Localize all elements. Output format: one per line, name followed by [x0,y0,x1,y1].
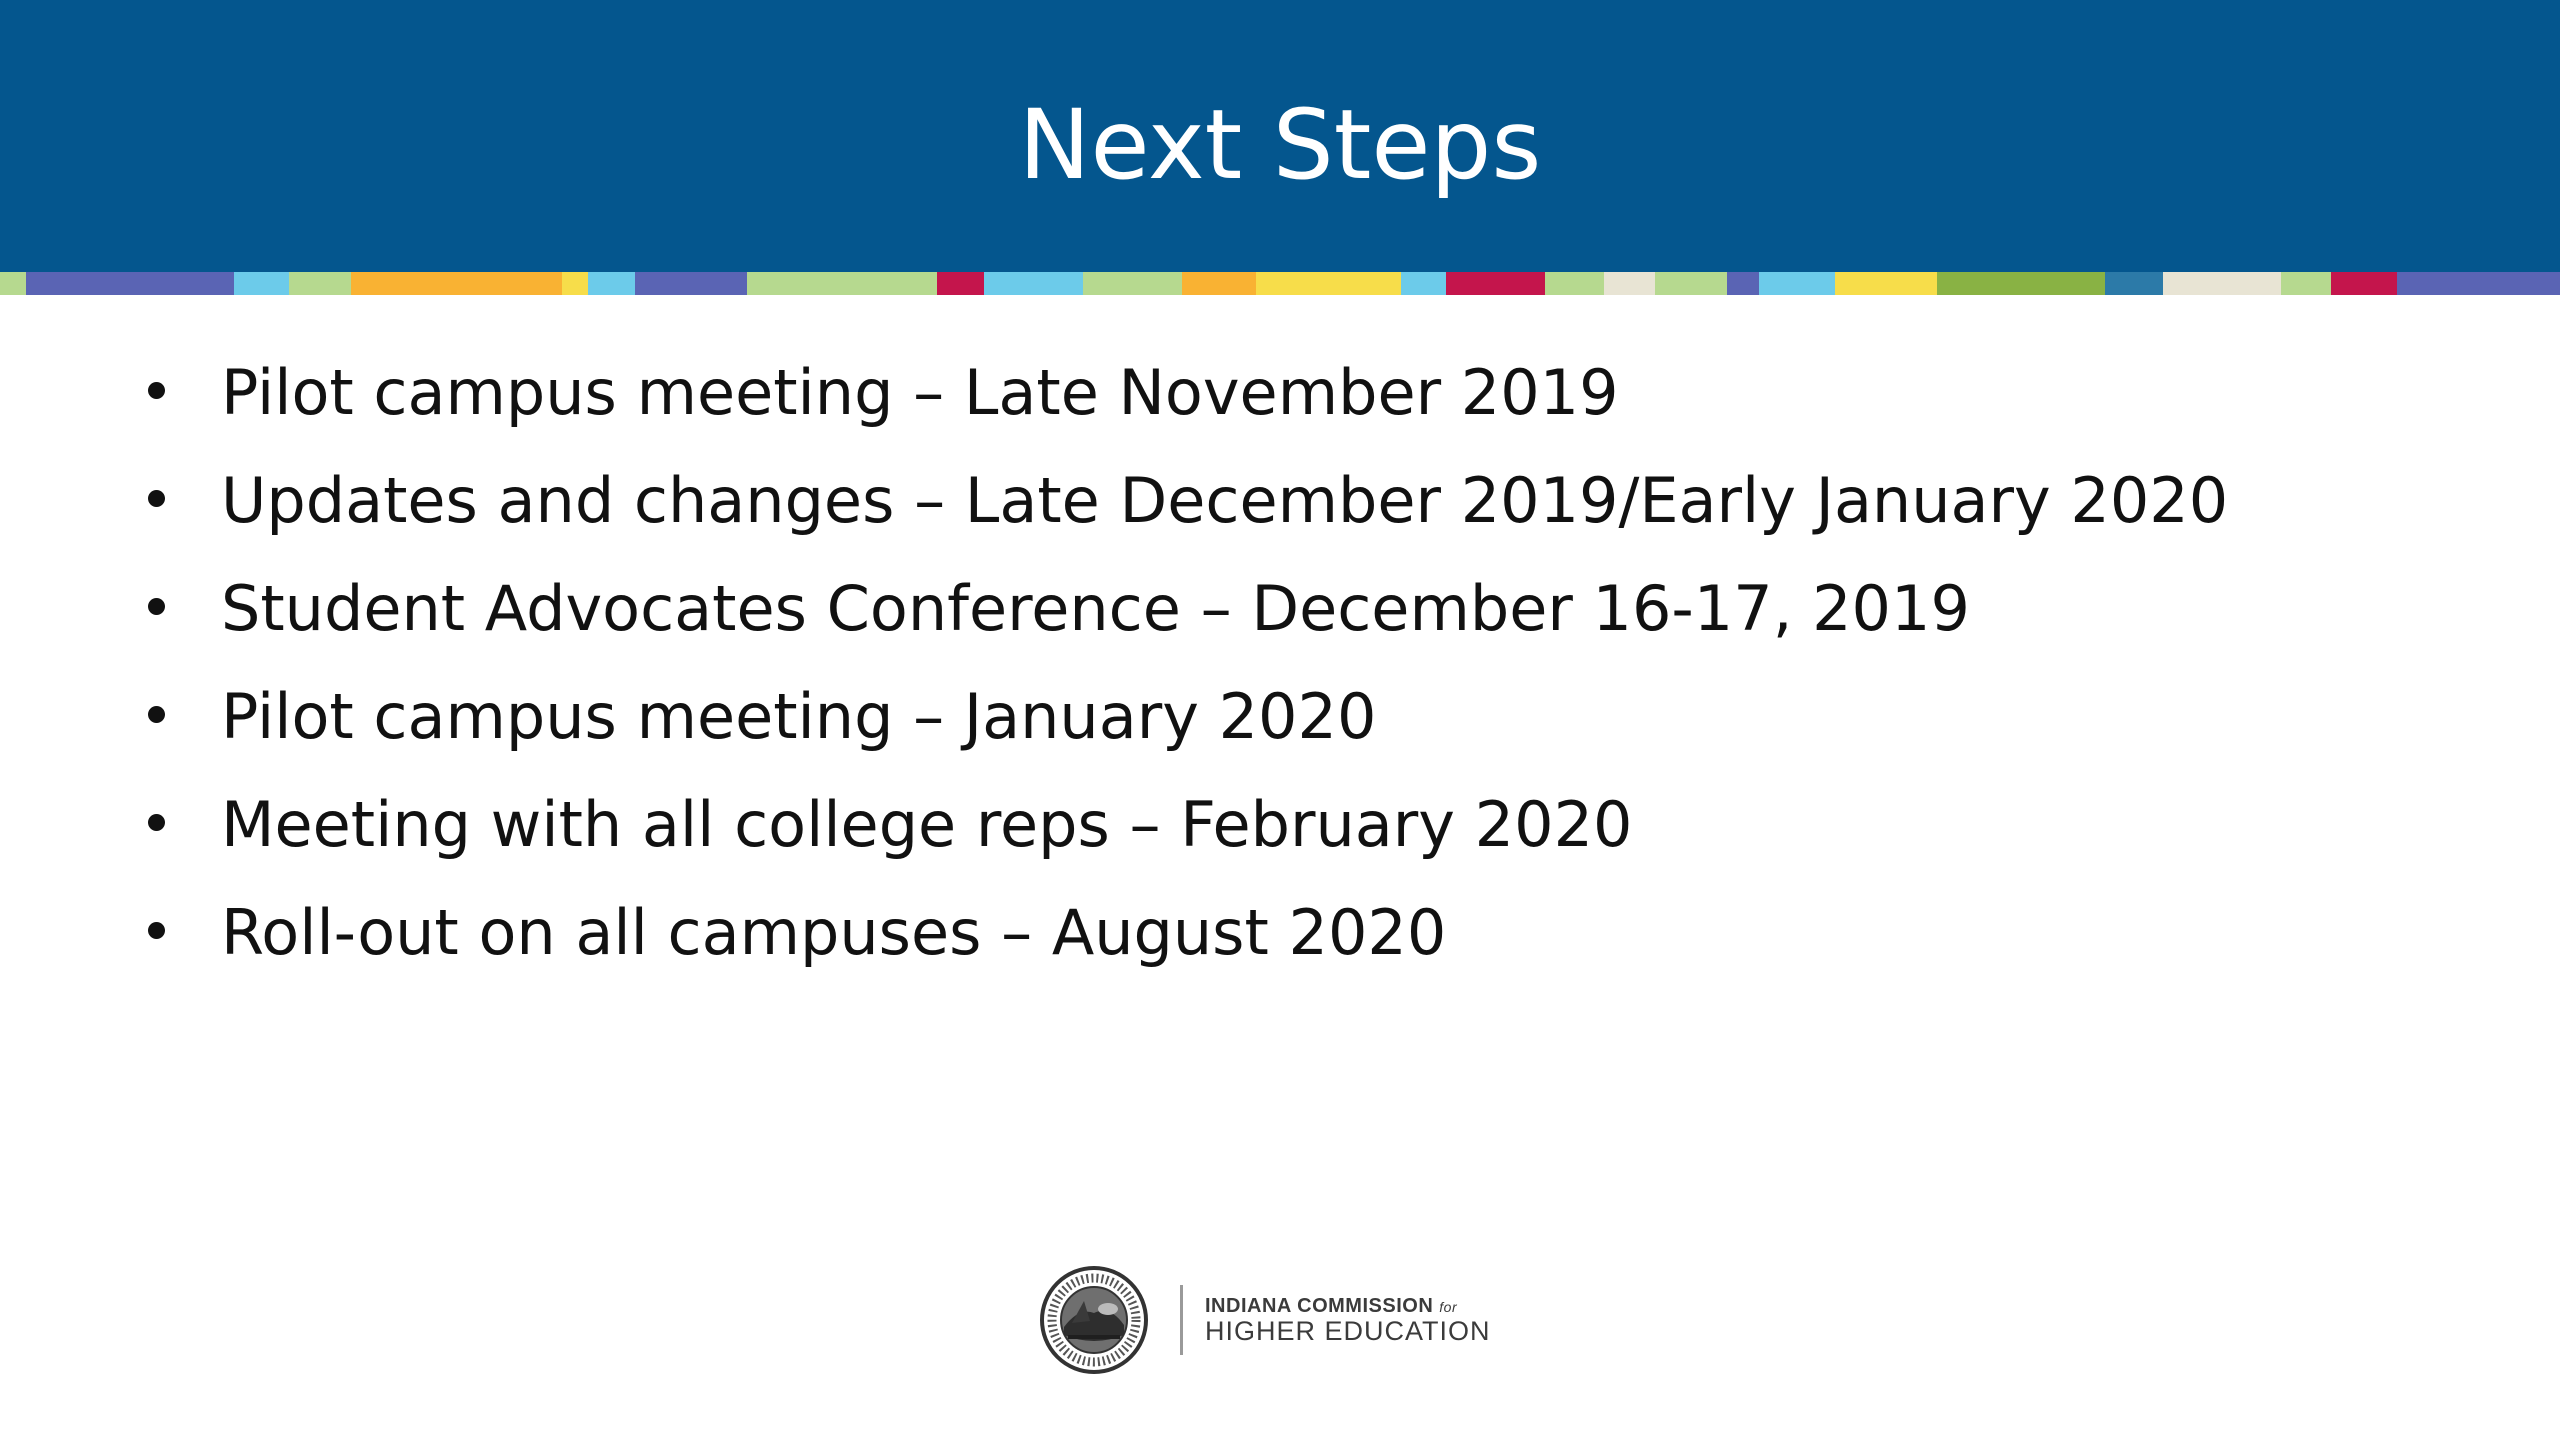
state-seal-icon [1024,1265,1164,1375]
list-item-text: Pilot campus meeting – January 2020 [221,680,1377,753]
bullet-icon [148,382,165,399]
list-item [140,453,2440,561]
stripe-segment [635,272,747,295]
stripe-segment [1256,272,1400,295]
org-name-line2: HIGHER EDUCATION [1205,1315,1491,1346]
stripe-segment [588,272,635,295]
stripe-segment [1655,272,1727,295]
stripe-segment [1759,272,1835,295]
stripe-segment [2105,272,2163,295]
stripe-segment [1545,272,1604,295]
bullet-icon [148,706,165,723]
stripe-segment [2397,272,2560,295]
bullet-list [140,345,2440,993]
list-item [140,345,2440,453]
stripe-segment [351,272,561,295]
stripe-segment [937,272,984,295]
stripe-segment [1083,272,1182,295]
stripe-segment [1727,272,1759,295]
stripe-segment [0,272,26,295]
stripe-segment [1182,272,1256,295]
stripe-segment [1835,272,1937,295]
stripe-segment [2163,272,2281,295]
list-item-text: Meeting with all college reps – February 2020 [221,788,1633,861]
list-item-text: Pilot campus meeting – Late November 2019 [221,356,1619,429]
org-name [1205,1296,1491,1345]
logo-divider [1180,1285,1183,1355]
list-item [140,777,2440,885]
stripe-segment [1937,272,2105,295]
stripe-segment [1401,272,1446,295]
stripe-segment [1446,272,1545,295]
list-item-text: Roll-out on all campuses – August 2020 [221,896,1447,969]
list-item-text: Student Advocates Conference – December 16-17, 2019 [221,572,1970,645]
list-item [140,561,2440,669]
org-name-for: for [1439,1298,1458,1315]
color-stripe-divider [0,272,2560,295]
stripe-segment [984,272,1083,295]
stripe-segment [289,272,351,295]
slide-header [0,0,2560,272]
list-item [140,885,2440,993]
stripe-segment [747,272,937,295]
list-item [140,669,2440,777]
stripe-segment [562,272,588,295]
stripe-segment [234,272,289,295]
org-name-line1: INDIANA COMMISSION for [1205,1294,1458,1317]
bullet-icon [148,490,165,507]
stripe-segment [26,272,234,295]
bullet-icon [148,598,165,615]
bullet-icon [148,922,165,939]
stripe-segment [2281,272,2330,295]
slide-title: Next Steps [1018,89,1542,201]
bullet-icon [148,814,165,831]
footer-logo [1024,1265,1491,1375]
list-item-text: Updates and changes – Late December 2019/Early January 2020 [221,464,2229,537]
stripe-segment [1604,272,1655,295]
stripe-segment [2331,272,2397,295]
